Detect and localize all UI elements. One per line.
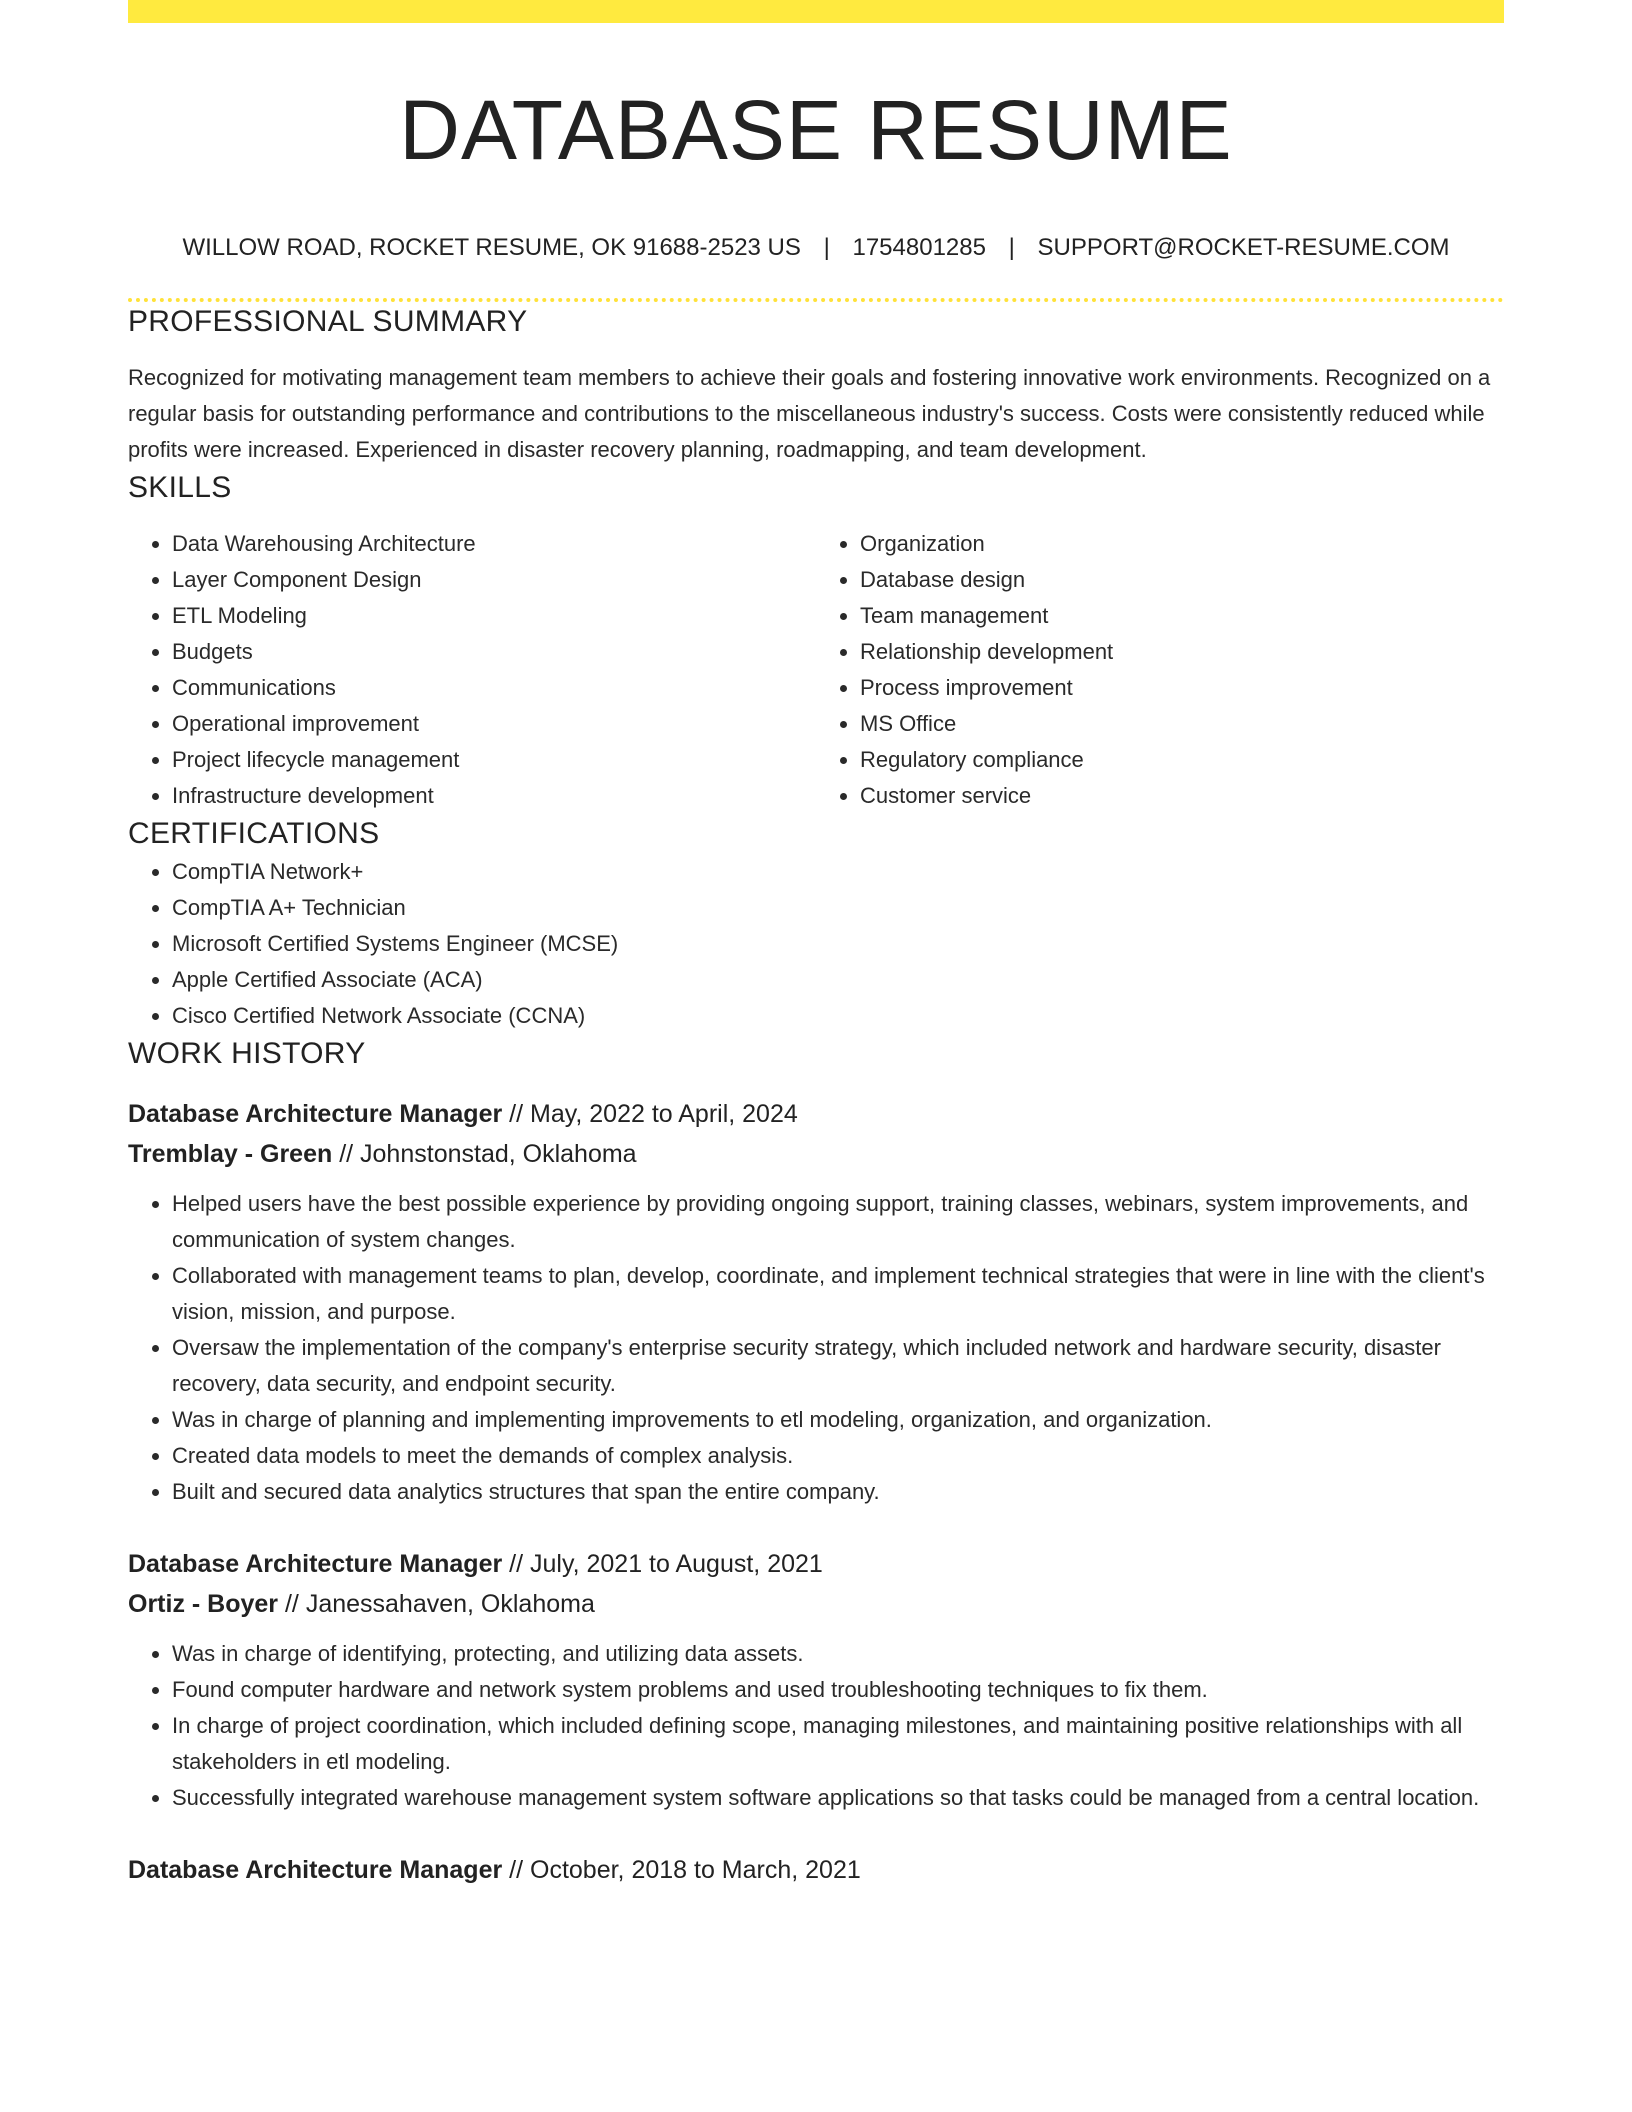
skill-item: • Communications: [172, 670, 816, 706]
summary-heading: PROFESSIONAL SUMMARY: [128, 305, 528, 338]
job-bullet: • Was in charge of planning and implementing improvements to etl modeling, organization, and organization.: [172, 1402, 1504, 1438]
certification-item: • CompTIA A+ Technician: [172, 890, 1504, 926]
work-history-heading: WORK HISTORY: [128, 1037, 366, 1070]
resume-name: DATABASE RESUME: [399, 83, 1233, 177]
job-title-line: [128, 1850, 1504, 1890]
skill-item: • Project lifecycle management: [172, 742, 816, 778]
job-bullet: • Helped users have the best possible experience by providing ongoing support, training classes, webinars, system improvements, and communication of system changes.: [172, 1186, 1504, 1258]
job-entry: [128, 1850, 1504, 1890]
skill-item: • Regulatory compliance: [860, 742, 1504, 778]
skill-item: • Database design: [860, 562, 1504, 598]
job-company-line: [128, 1584, 1504, 1624]
job-bullet: • Oversaw the implementation of the company's enterprise security strategy, which included network and hardware security, disaster recovery, data security, and endpoint security.: [172, 1330, 1504, 1402]
job-bullets: [128, 1636, 1504, 1816]
skill-item: • Relationship development: [860, 634, 1504, 670]
skill-item: • Data Warehousing Architecture: [172, 526, 816, 562]
job-title: Database Architecture Manager: [128, 1856, 503, 1884]
job-title: Database Architecture Manager: [128, 1100, 503, 1128]
job-title-line: [128, 1094, 1504, 1134]
job-location: // Janessahaven, Oklahoma: [278, 1590, 595, 1618]
job-bullet: • Built and secured data analytics structures that span the entire company.: [172, 1474, 1504, 1510]
summary-text: Recognized for motivating management team members to achieve their goals and fostering innovative work environments. Recognized on a regular basis for outstanding performance and contributions to the miscellaneous industry's success. Costs were consistently reduced while profits were increased. Experienced in disaster recovery planning, roadmapping, and team development.: [128, 365, 1491, 462]
certification-item: • Cisco Certified Network Associate (CCNA): [172, 998, 1504, 1034]
contact-address: WILLOW ROAD, ROCKET RESUME, OK 91688-2523 US: [182, 234, 801, 261]
skill-item: • Customer service: [860, 778, 1504, 814]
certification-item: • Apple Certified Associate (ACA): [172, 962, 1504, 998]
skill-item: • Process improvement: [860, 670, 1504, 706]
job-company: Tremblay - Green: [128, 1140, 333, 1168]
job-location: // Johnstonstad, Oklahoma: [332, 1140, 637, 1168]
contact-separator: |: [823, 234, 830, 261]
job-bullet: • Collaborated with management teams to plan, develop, coordinate, and implement technical strategies that were in line with the client's vision, mission, and purpose.: [172, 1258, 1504, 1330]
skill-item: • Budgets: [172, 634, 816, 670]
contact-email: SUPPORT@ROCKET-RESUME.COM: [1037, 234, 1450, 261]
certifications-heading: CERTIFICATIONS: [128, 817, 380, 850]
contact-line: [128, 232, 1504, 264]
job-company-line: [128, 1134, 1504, 1174]
job-dates: // July, 2021 to August, 2021: [502, 1550, 823, 1578]
job-bullet: • Successfully integrated warehouse management system software applications so that tasks could be managed from a central location.: [172, 1780, 1504, 1816]
contact-separator: |: [1008, 234, 1015, 261]
skills-columns: [128, 526, 1504, 814]
skill-item: • MS Office: [860, 706, 1504, 742]
skills-heading: SKILLS: [128, 471, 232, 504]
certifications-list: [128, 854, 1504, 1034]
skills-list-left: [128, 526, 816, 814]
skill-item: • Infrastructure development: [172, 778, 816, 814]
skill-item: • Organization: [860, 526, 1504, 562]
skill-item: • Team management: [860, 598, 1504, 634]
job-bullets: [128, 1186, 1504, 1510]
contact-phone: 1754801285: [852, 234, 986, 261]
skills-list-right: [816, 526, 1504, 814]
job-bullet: • In charge of project coordination, which included defining scope, managing milestones, and maintaining positive relationships with all stakeholders in etl modeling.: [172, 1708, 1504, 1780]
skill-item: • Layer Component Design: [172, 562, 816, 598]
job-title: Database Architecture Manager: [128, 1550, 503, 1578]
certification-item: • CompTIA Network+: [172, 854, 1504, 890]
job-bullet: • Found computer hardware and network system problems and used troubleshooting techniques to fix them.: [172, 1672, 1504, 1708]
job-bullet: • Was in charge of identifying, protecting, and utilizing data assets.: [172, 1636, 1504, 1672]
skill-item: • Operational improvement: [172, 706, 816, 742]
job-entry: [128, 1544, 1504, 1816]
job-bullet: • Created data models to meet the demands of complex analysis.: [172, 1438, 1504, 1474]
job-dates: // October, 2018 to March, 2021: [502, 1856, 861, 1884]
job-dates: // May, 2022 to April, 2024: [502, 1100, 798, 1128]
skill-item: • ETL Modeling: [172, 598, 816, 634]
resume-content: [128, 0, 1504, 1890]
certification-item: • Microsoft Certified Systems Engineer (MCSE): [172, 926, 1504, 962]
job-title-line: [128, 1544, 1504, 1584]
job-entry: [128, 1094, 1504, 1510]
job-company: Ortiz - Boyer: [128, 1590, 279, 1618]
